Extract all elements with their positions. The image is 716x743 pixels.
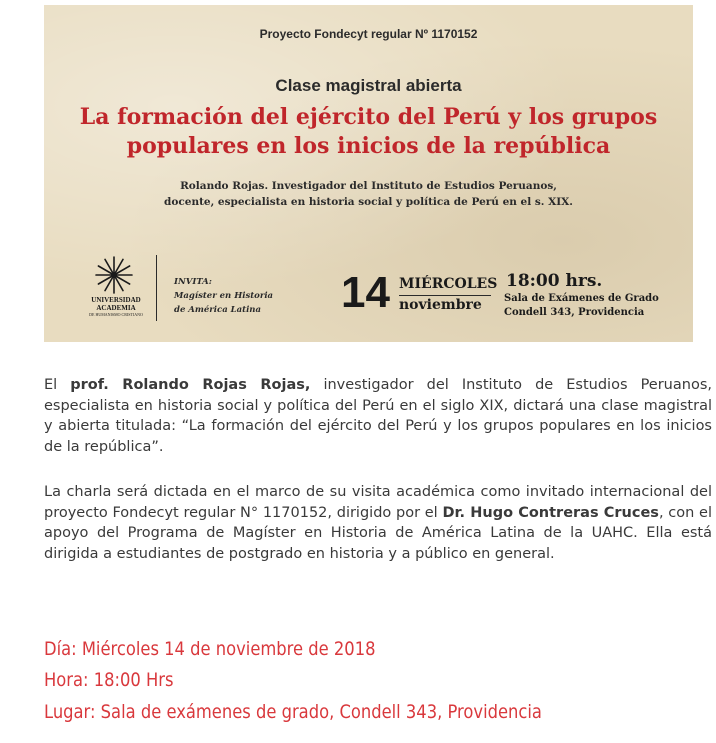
invita-line2: de América Latina (174, 305, 261, 315)
director-name: Dr. Hugo Contreras Cruces (442, 504, 659, 521)
author-line1: Rolando Rojas. Investigador del Instituto de Estudios Peruanos, (180, 180, 557, 192)
project-label: Proyecto Fondecyt regular Nº 1170152 (259, 27, 478, 41)
p2-post: , con el apoyo del Programa de Magíster en Historia de América Latina de la UAHC. Ella está dirigida a estudiantes de postgrado en historia y a público en general. (44, 504, 712, 562)
event-date-line: Día: Miércoles 14 de noviembre de 2018 (44, 638, 376, 660)
event-day-number: 14 (341, 268, 390, 317)
banner-title-line2: populares en los inicios de la república (126, 133, 611, 159)
p1-pre: El (44, 377, 71, 393)
logo-line3: DE HUMANISMO CRISTIANO (89, 312, 143, 317)
invita-label: INVITA: (174, 277, 212, 287)
banner-title (44, 103, 693, 161)
event-banner (44, 5, 693, 342)
event-time: 18:00 hrs. (506, 271, 603, 291)
event-place-line: Lugar: Sala de exámenes de grado, Condell 343, Providencia (44, 701, 542, 723)
university-name (80, 296, 152, 317)
logo-line1: UNIVERSIDAD (91, 296, 141, 304)
p2-pre: La charla será dictada en el marco de su visita académica como invitado internacional del proyecto Fondecyt regular N° 1170152, dirigido por el (44, 484, 712, 521)
event-weekday: MIÉRCOLES (399, 276, 498, 292)
logo-divider (156, 255, 157, 321)
event-place-line2: Condell 343, Providencia (504, 307, 645, 318)
intro-paragraph (44, 375, 712, 457)
invita-block (174, 275, 273, 317)
logo-line2: ACADEMIA (96, 304, 136, 312)
author-line2: docente, especialista en historia social y política de Perú en el s. XIX. (164, 196, 573, 208)
author-description (44, 178, 693, 210)
university-logo-icon (94, 255, 134, 295)
event-time-line: Hora: 18:00 Hrs (44, 669, 174, 691)
p1-post: investigador del Instituto de Estudios Peruanos, especialista en historia social y política del Perú en el siglo XIX, dictará una clase magistral y abierta titulada: “La formación del ejército del Perú y los grupos populares en los inicios de la república”. (44, 377, 712, 455)
date-divider (399, 295, 491, 296)
event-place-line1: Sala de Exámenes de Grado (504, 293, 659, 304)
class-label: Clase magistral abierta (275, 76, 462, 95)
event-month: noviembre (399, 297, 482, 313)
invita-line1: Magíster en Historia (174, 291, 274, 301)
speaker-name: prof. Rolando Rojas Rojas, (70, 377, 311, 393)
context-paragraph (44, 482, 712, 564)
banner-title-line1: La formación del ejército del Perú y los grupos (79, 104, 658, 130)
